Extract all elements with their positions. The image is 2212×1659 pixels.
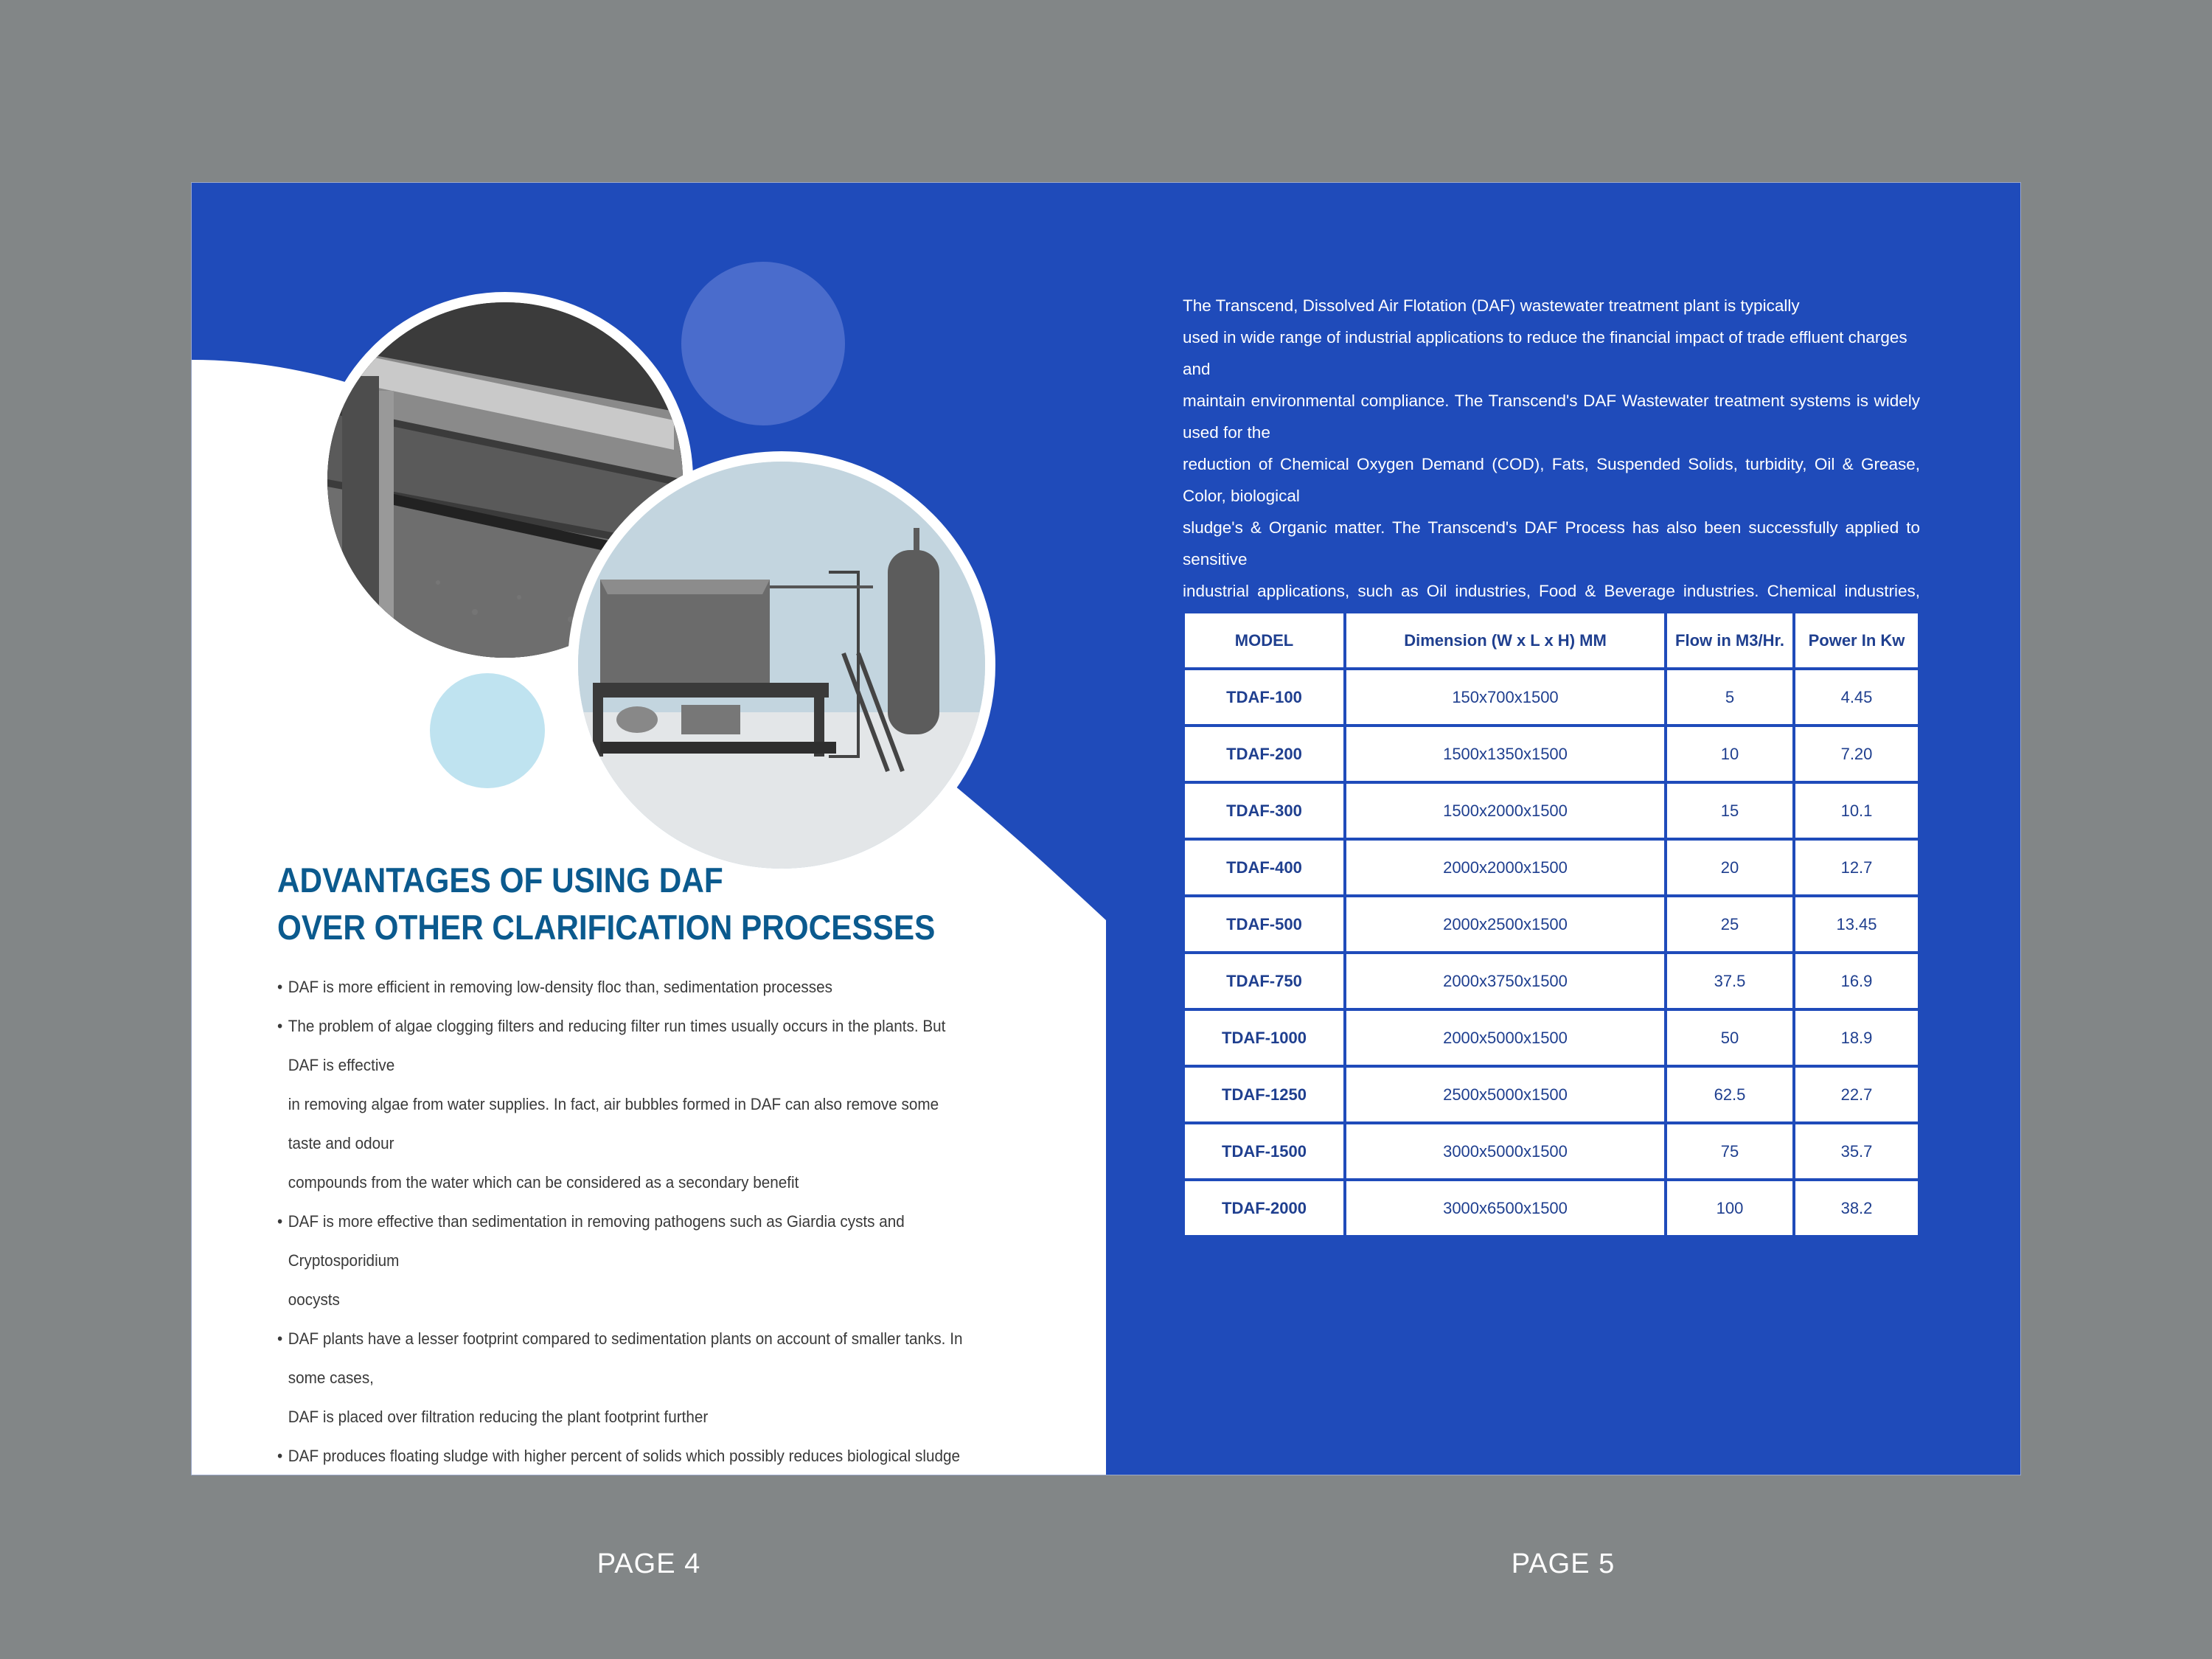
table-row bbox=[1185, 1124, 1918, 1178]
section-heading-line1: ADVANTAGES OF USING DAF bbox=[277, 860, 723, 900]
cell-dimension: 3000x6500x1500 bbox=[1346, 1181, 1664, 1235]
cell-flow: 50 bbox=[1667, 1011, 1792, 1065]
intro-line: The Transcend, Dissolved Air Flotation (DAF) wastewater treatment plant is typically bbox=[1183, 296, 1800, 315]
cell-model: TDAF-1500 bbox=[1185, 1124, 1343, 1178]
intro-line: industrial applications, such as Oil industries, Food & Beverage industries. Chemical industries, bbox=[1183, 582, 1920, 600]
list-item: • DAF is more efficient in removing low-density floc than, sedimentation processes bbox=[277, 967, 976, 1006]
cell-dimension: 150x700x1500 bbox=[1346, 670, 1664, 724]
cell-dimension: 2000x3750x1500 bbox=[1346, 954, 1664, 1008]
cell-flow: 25 bbox=[1667, 897, 1792, 951]
cell-flow: 5 bbox=[1667, 670, 1792, 724]
cell-power: 38.2 bbox=[1795, 1181, 1918, 1235]
cell-model: TDAF-400 bbox=[1185, 841, 1343, 894]
list-item: • DAF produces floating sludge with higher percent of solids which possibly reduces biological sludge bbox=[277, 1436, 976, 1475]
intro-line: reduction of Chemical Oxygen Demand (COD), Fats, Suspended Solids, turbidity, Oil & Grease, Color, biological bbox=[1183, 455, 1920, 505]
list-item: • The problem of algae clogging filters and reducing filter run times usually occurs in the plants. But DAF is effective in removing algae from water supplies. In fact, air bubbles formed in DAF can also remove some taste and odour compounds from the water which can be considered as a secondary benefit bbox=[277, 1006, 976, 1202]
cell-dimension: 1500x2000x1500 bbox=[1346, 784, 1664, 838]
table-header-row bbox=[1185, 613, 1918, 667]
cell-model: TDAF-1000 bbox=[1185, 1011, 1343, 1065]
table-row bbox=[1185, 670, 1918, 724]
page-5 bbox=[1106, 183, 2020, 1475]
table-row bbox=[1185, 1181, 1918, 1235]
list-item: • DAF is more effective than sedimentation in removing pathogens such as Giardia cysts and Cryptosporidium oocysts bbox=[277, 1202, 976, 1319]
cell-model: TDAF-750 bbox=[1185, 954, 1343, 1008]
cell-model: TDAF-1250 bbox=[1185, 1068, 1343, 1121]
cell-flow: 37.5 bbox=[1667, 954, 1792, 1008]
cell-model: TDAF-300 bbox=[1185, 784, 1343, 838]
intro-line: maintain environmental compliance. The Transcend's DAF Wastewater treatment systems is widely used for the bbox=[1183, 392, 1920, 442]
cell-dimension: 1500x1350x1500 bbox=[1346, 727, 1664, 781]
cell-flow: 100 bbox=[1667, 1181, 1792, 1235]
table-row bbox=[1185, 727, 1918, 781]
cell-dimension: 2000x2500x1500 bbox=[1346, 897, 1664, 951]
cell-power: 18.9 bbox=[1795, 1011, 1918, 1065]
cell-model: TDAF-200 bbox=[1185, 727, 1343, 781]
section-heading-line2: OVER OTHER CLARIFICATION PROCESSES bbox=[277, 908, 936, 947]
cell-flow: 62.5 bbox=[1667, 1068, 1792, 1121]
cell-dimension: 3000x5000x1500 bbox=[1346, 1124, 1664, 1178]
intro-line: sludge's & Organic matter. The Transcend's DAF Process has also been successfully applied to sensitive bbox=[1183, 518, 1920, 568]
header-model: MODEL bbox=[1185, 613, 1343, 667]
cell-flow: 20 bbox=[1667, 841, 1792, 894]
page-4 bbox=[192, 183, 1106, 1475]
cell-power: 13.45 bbox=[1795, 897, 1918, 951]
daf-plant-photo bbox=[568, 451, 995, 879]
daf-model-spec-table bbox=[1182, 611, 1921, 1238]
decorative-circle-blue bbox=[681, 262, 845, 425]
cell-power: 22.7 bbox=[1795, 1068, 1918, 1121]
advantages-list bbox=[277, 967, 1037, 1475]
cell-dimension: 2500x5000x1500 bbox=[1346, 1068, 1664, 1121]
header-dimension: Dimension (W x L x H) MM bbox=[1346, 613, 1664, 667]
table-row bbox=[1185, 841, 1918, 894]
cell-model: TDAF-100 bbox=[1185, 670, 1343, 724]
table-row bbox=[1185, 954, 1918, 1008]
header-flow: Flow in M3/Hr. bbox=[1667, 613, 1792, 667]
cell-power: 35.7 bbox=[1795, 1124, 1918, 1178]
cell-model: TDAF-500 bbox=[1185, 897, 1343, 951]
table-row bbox=[1185, 1068, 1918, 1121]
page-4-label: PAGE 4 bbox=[597, 1548, 701, 1579]
list-item: • DAF plants have a lesser footprint compared to sedimentation plants on account of smaller tanks. In some cases, DAF is placed over filtration reducing the plant footprint further bbox=[277, 1319, 976, 1436]
cell-power: 4.45 bbox=[1795, 670, 1918, 724]
cell-flow: 10 bbox=[1667, 727, 1792, 781]
table-row bbox=[1185, 1011, 1918, 1065]
header-power: Power In Kw bbox=[1795, 613, 1918, 667]
cell-flow: 75 bbox=[1667, 1124, 1792, 1178]
cell-model: TDAF-2000 bbox=[1185, 1181, 1343, 1235]
cell-power: 7.20 bbox=[1795, 727, 1918, 781]
cell-power: 10.1 bbox=[1795, 784, 1918, 838]
cell-dimension: 2000x5000x1500 bbox=[1346, 1011, 1664, 1065]
cell-power: 16.9 bbox=[1795, 954, 1918, 1008]
page-5-label: PAGE 5 bbox=[1511, 1548, 1615, 1579]
intro-line: used in wide range of industrial applications to reduce the financial impact of trade effluent charges and bbox=[1183, 328, 1907, 378]
cell-power: 12.7 bbox=[1795, 841, 1918, 894]
cell-flow: 15 bbox=[1667, 784, 1792, 838]
cell-dimension: 2000x2000x1500 bbox=[1346, 841, 1664, 894]
decorative-circle-light bbox=[430, 673, 545, 788]
table-row bbox=[1185, 897, 1918, 951]
table-row bbox=[1185, 784, 1918, 838]
